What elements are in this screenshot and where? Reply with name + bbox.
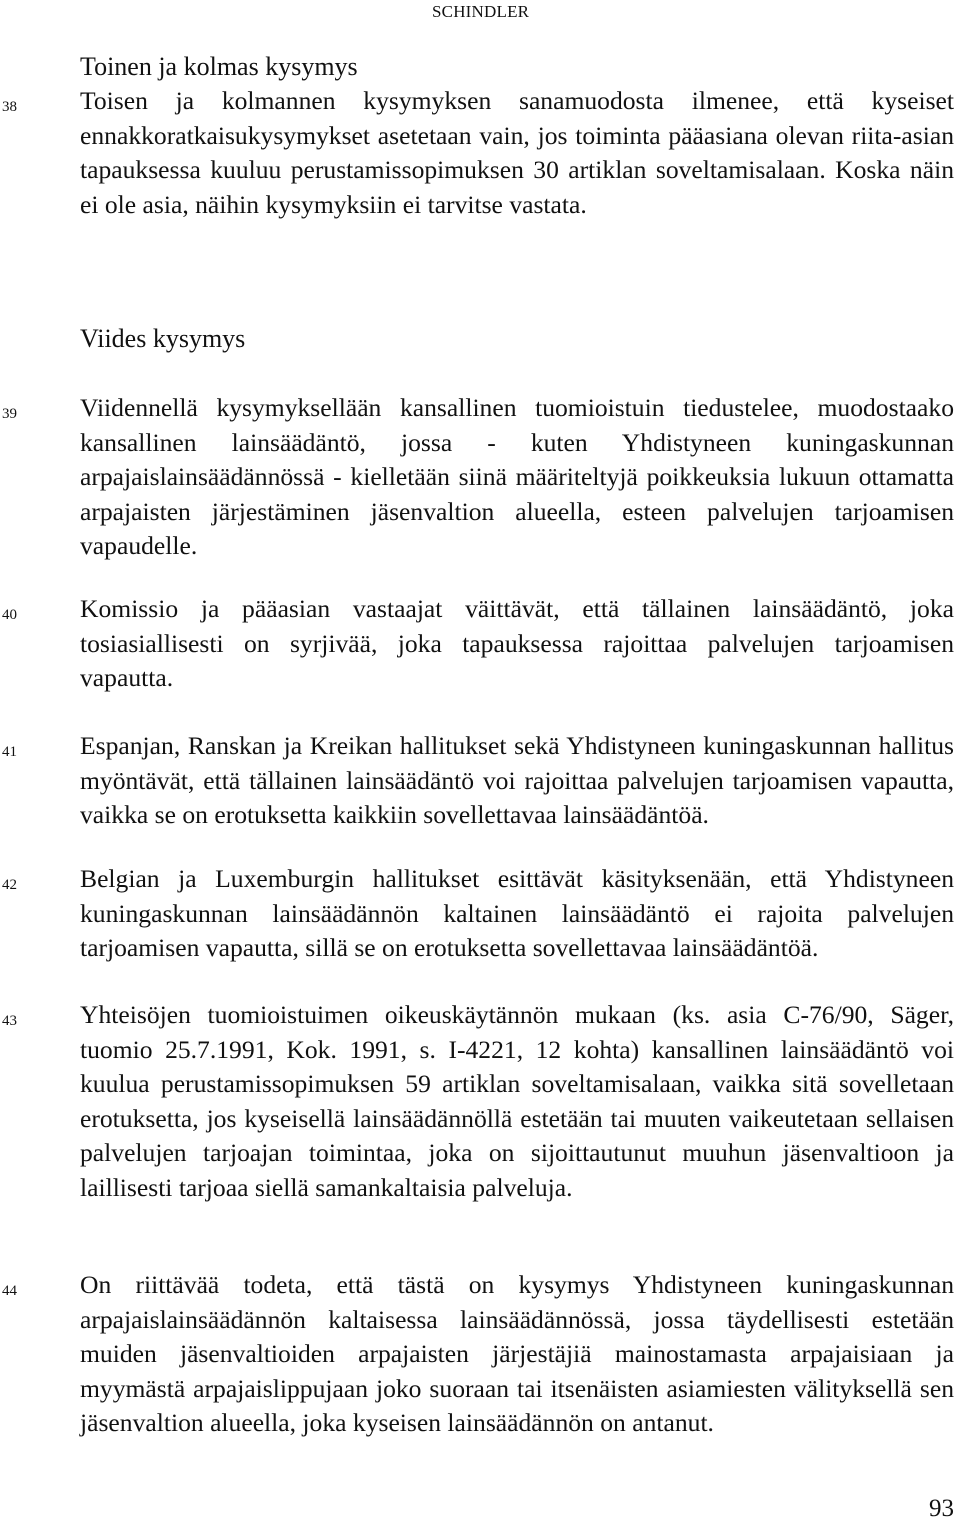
paragraph-43: Yhteisöjen tuomioistuimen oikeuskäytännön mukaan (ks. asia C-76/90, Säger, tuomio 25.7.1991, Kok. 1991, s. I-4221, 12 kohta) kansallinen lainsäädäntö voi kuulua perustamissopimuksen 59 artiklan soveltamisalaan, vaikka sitä sovelletaan erotuksetta, jos kyseisellä lainsäädännöllä estetään tai muuten vaikeutetaan sellaisen palvelujen tarjoajan toimintaa, joka on sijoittautunut muuhun jäsenvaltioon ja laillisesti tarjoaa siellä samankaltaisia palveluja. [80, 1000, 954, 1202]
paragraph-44: On riittävää todeta, että tästä on kysymys Yhdistyneen kuningaskunnan arpajaislainsäädännön kaltaisessa lainsäädännössä, jossa täydellisesti estetään muiden jäsenvaltioiden arpajaisten järjestäjiä mainostamasta arpajaisiaan ja myymästä arpajaislippujaan joko suoraan tai itsenäisten asiamiesten välityksellä sen jäsenvaltion alueella, joka kyseisen lainsäädännön on antanut. [80, 1270, 954, 1437]
section-heading-fifth-question: Viides kysymys [80, 324, 246, 353]
paragraph-number: 43 [2, 1013, 17, 1029]
paragraph-number: 42 [2, 877, 17, 893]
page-number: 93 [929, 1495, 954, 1522]
paragraph-number: 44 [2, 1283, 17, 1299]
paragraph-number: 40 [2, 607, 17, 623]
paragraph-39: Viidennellä kysymyksellään kansallinen tuomioistuin tiedustelee, muodostaako kansallinen lainsäädäntö, jossa - kuten Yhdistyneen kuningaskunnan arpajaislainsäädännössä - kielletään siinä määriteltyjä poikkeuksia lukuun ottamatta arpajaisten järjestäminen jäsenvaltion alueella, esteen palvelujen tarjoamisen vapaudelle. [80, 393, 954, 560]
section-heading-second-third-question: Toinen ja kolmas kysymys [80, 52, 358, 81]
paragraph-number: 38 [2, 99, 17, 115]
paragraph-number: 39 [2, 406, 17, 422]
running-head: SCHINDLER [432, 2, 530, 21]
paragraph-number: 41 [2, 744, 17, 760]
paragraph-40: Komissio ja pääasian vastaajat väittävät, että tällainen lainsäädäntö, joka tosiasiallisesti on syrjivää, joka tapauksessa rajoittaa palvelujen tarjoamisen vapautta. [80, 594, 954, 692]
paragraph-42: Belgian ja Luxemburgin hallitukset esittävät käsityksenään, että Yhdistyneen kuningaskunnan lainsäädännön kaltainen lainsäädäntö ei rajoita palvelujen tarjoamisen vapautta, sillä se on erotuksetta sovellettavaa lainsäädäntöä. [80, 864, 954, 962]
paragraph-38: Toisen ja kolmannen kysymyksen sanamuodosta ilmenee, että kyseiset ennakkoratkaisukysymykset asetetaan vain, jos toiminta pääasiana olevan riita-asian tapauksessa kuuluu perustamissopimuksen 30 artiklan soveltamisalaan. Koska näin ei ole asia, näihin kysymyksiin ei tarvitse vastata. [80, 86, 954, 219]
paragraph-41: Espanjan, Ranskan ja Kreikan hallitukset sekä Yhdistyneen kuningaskunnan hallitus myöntävät, että tällainen lainsäädäntö voi rajoittaa palvelujen tarjoamisen vapautta, vaikka se on erotuksetta kaikkiin sovellettavaa lainsäädäntöä. [80, 731, 954, 829]
